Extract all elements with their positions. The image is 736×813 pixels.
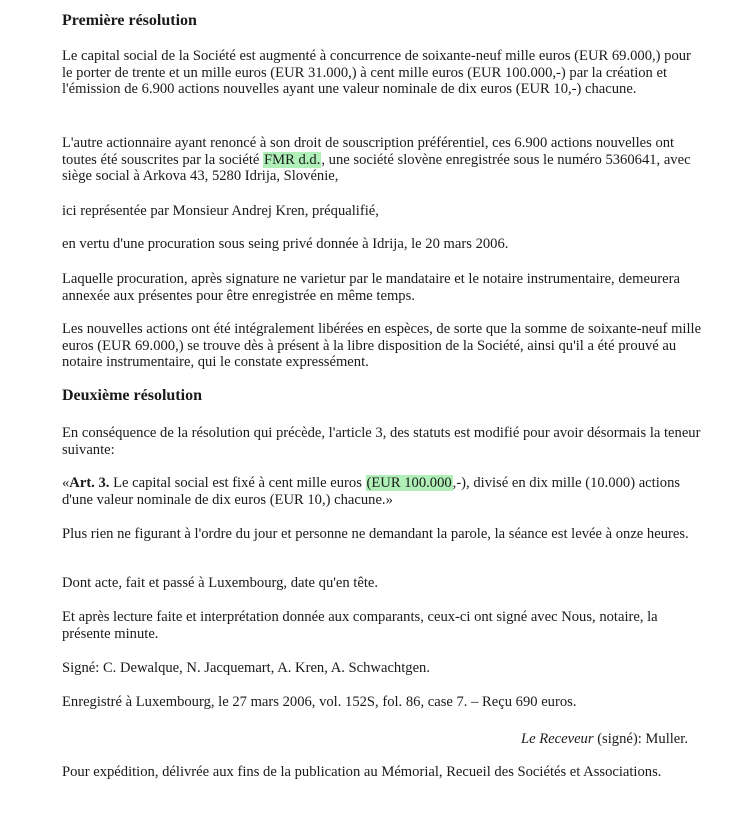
paragraph-subscription bbox=[62, 135, 702, 185]
paragraph-representative: ici représentée par Monsieur Andrej Kren, préqualifié, bbox=[62, 203, 379, 219]
heading-premiere-resolution: Première résolution bbox=[62, 12, 197, 29]
article-text-after: ,-), divisé en dix mille (10.000) actions d'une valeur nominale de dix euros (EUR 10,) chacune.» bbox=[62, 475, 681, 508]
article-quote-open: « bbox=[62, 475, 70, 491]
paragraph-payment: Les nouvelles actions ont été intégralement libérées en espèces, de sorte que la somme de soixante-neuf mille euros (EUR 69.000,) se trouve dès à présent à la libre disposition de la Société, ainsi qu'il a été prouvé au notaire instrumentaire, qui le constate expressément. bbox=[62, 321, 702, 371]
paragraph-proxy: en vertu d'une procuration sous seing privé donnée à Idrija, le 20 mars 2006. bbox=[62, 236, 509, 252]
highlight-eur-100000: (EUR 100.000 bbox=[366, 475, 452, 491]
paragraph-receveur bbox=[62, 731, 688, 748]
paragraph-article-3 bbox=[62, 475, 702, 508]
article-text-before: Le capital social est fixé à cent mille euros bbox=[109, 475, 366, 491]
paragraph-capital-increase: Le capital social de la Société est augmenté à concurrence de soixante-neuf mille euros (EUR 69.000,) pour le porter de trente et un mille euros (EUR 31.000,) à cent mille euros (EUR 100.000,-) par la création et l'émission de 6.900 actions nouvelles ayant une valeur nominale de dix euros (EUR 10,-) chacune. bbox=[62, 48, 691, 98]
heading-deuxieme-resolution: Deuxième résolution bbox=[62, 387, 202, 404]
paragraph-reading: Et après lecture faite et interprétation donnée aux comparants, ceux-ci ont signé avec Nous, notaire, la présente minute. bbox=[62, 609, 658, 642]
paragraph-signatures: Signé: C. Dewalque, N. Jacquemart, A. Kren, A. Schwachtgen. bbox=[62, 660, 430, 676]
paragraph-article-amendment: En conséquence de la résolution qui précède, l'article 3, des statuts est modifié pour avoir désormais la teneur suivante: bbox=[62, 425, 701, 458]
paragraph-expedition: Pour expédition, délivrée aux fins de la publication au Mémorial, Recueil des Sociétés et Associations. bbox=[62, 764, 662, 780]
receveur-signature: (signé): Muller. bbox=[593, 731, 688, 747]
paragraph-meeting-closed: Plus rien ne figurant à l'ordre du jour et personne ne demandant la parole, la séance est levée à onze heures. bbox=[62, 526, 689, 542]
paragraph-dont-acte: Dont acte, fait et passé à Luxembourg, date qu'en tête. bbox=[62, 575, 379, 591]
subscription-text-before: L'autre actionnaire ayant renoncé à son droit de souscription préférentiel, ces 6.900 actions nouvelles ont toutes été souscrites par la société bbox=[62, 135, 675, 168]
receveur-title: Le Receveur bbox=[521, 731, 594, 747]
paragraph-registration: Enregistré à Luxembourg, le 27 mars 2006, vol. 152S, fol. 86, case 7. – Reçu 690 euros. bbox=[62, 694, 577, 710]
article-label: Art. 3. bbox=[69, 475, 110, 491]
paragraph-proxy-annex: Laquelle procuration, après signature ne varietur par le mandataire et le notaire instrumentaire, demeurera annexée aux présentes pour être enregistrée en même temps. bbox=[62, 271, 680, 304]
subscription-text-after: , une société slovène enregistrée sous le numéro 5360641, avec siège social à Arkova 43, 5280 Idrija, Slovénie, bbox=[62, 151, 691, 185]
highlight-fmr: FMR d.d. bbox=[264, 151, 321, 168]
